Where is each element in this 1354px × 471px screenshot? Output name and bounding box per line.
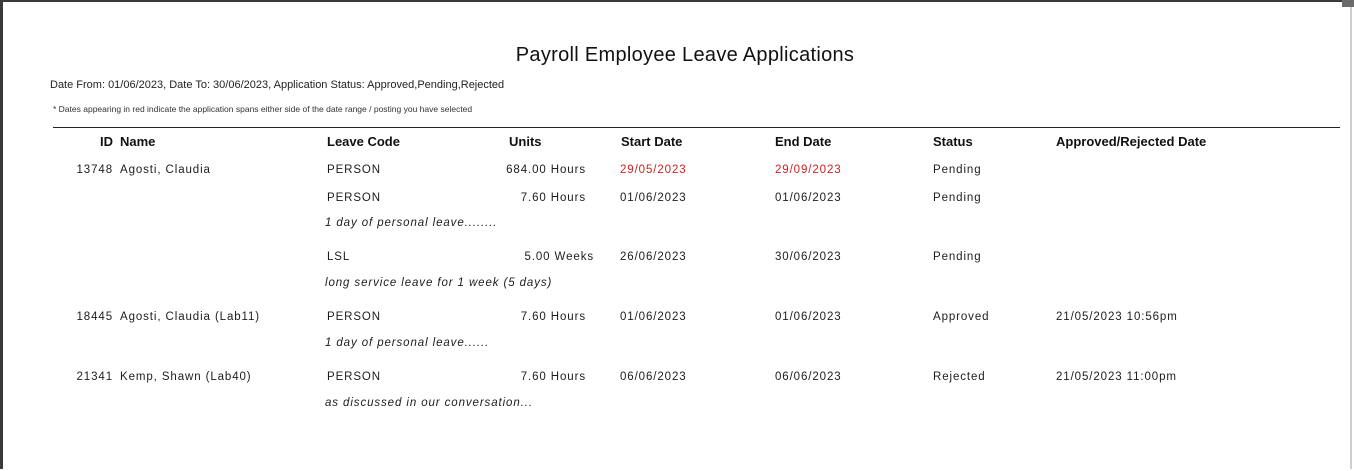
row-comment: long service leave for 1 week (5 days) [325, 277, 553, 289]
row-units: 7.60 Hours [520, 192, 586, 204]
row-start-date: 29/05/2023 [620, 164, 687, 176]
row-comment: as discussed in our conversation... [325, 397, 533, 409]
row-start-date: 01/06/2023 [620, 311, 687, 323]
row-id: 13748 [76, 164, 113, 176]
row-units: 5.00 Weeks [524, 251, 594, 263]
row-end-date: 30/06/2023 [775, 251, 842, 263]
row-status: Approved [933, 311, 990, 323]
report-note: * Dates appearing in red indicate the application spans either side of the date range / posting you have selected [53, 104, 473, 114]
row-units: 7.60 Hours [520, 371, 586, 383]
row-name: Agosti, Claudia [120, 164, 211, 176]
row-leave-code: PERSON [327, 192, 381, 204]
row-status: Pending [933, 164, 982, 176]
row-start-date: 06/06/2023 [620, 371, 687, 383]
report-title: Payroll Employee Leave Applications [515, 44, 855, 66]
row-end-date: 06/06/2023 [775, 371, 842, 383]
row-units: 7.60 Hours [520, 311, 586, 323]
column-header-leave-code: Leave Code [327, 134, 400, 149]
column-header-status: Status [933, 134, 973, 149]
row-id: 18445 [76, 311, 113, 323]
column-header-start-date: Start Date [621, 134, 683, 149]
column-header-name: Name [120, 134, 156, 149]
row-units: 684.00 Hours [506, 164, 586, 176]
row-leave-code: PERSON [327, 371, 381, 383]
row-name: Agosti, Claudia (Lab11) [120, 311, 261, 323]
row-start-date: 26/06/2023 [620, 251, 687, 263]
window-corner [1342, 0, 1354, 7]
column-header-id: ID [100, 134, 113, 149]
row-end-date: 01/06/2023 [775, 192, 842, 204]
row-status: Rejected [933, 371, 986, 383]
row-leave-code: PERSON [327, 164, 381, 176]
row-status: Pending [933, 251, 982, 263]
row-leave-code: LSL [327, 251, 351, 263]
column-header-approved-date: Approved/Rejected Date [1056, 134, 1207, 149]
row-approved-date: 21/05/2023 11:00pm [1056, 371, 1177, 383]
row-approved-date: 21/05/2023 10:56pm [1056, 311, 1178, 323]
column-header-end-date: End Date [775, 134, 832, 149]
row-comment: 1 day of personal leave........ [325, 217, 498, 229]
row-start-date: 01/06/2023 [620, 192, 687, 204]
header-rule [53, 127, 1340, 128]
row-name: Kemp, Shawn (Lab40) [120, 371, 252, 383]
row-leave-code: PERSON [327, 311, 381, 323]
row-id: 21341 [76, 371, 113, 383]
row-status: Pending [933, 192, 982, 204]
row-comment: 1 day of personal leave...... [325, 337, 490, 349]
column-header-units: Units [509, 134, 542, 149]
row-end-date: 29/09/2023 [775, 164, 842, 176]
row-end-date: 01/06/2023 [775, 311, 842, 323]
report-filter-text: Date From: 01/06/2023, Date To: 30/06/2023, Application Status: Approved,Pending,Rejected [50, 79, 505, 91]
